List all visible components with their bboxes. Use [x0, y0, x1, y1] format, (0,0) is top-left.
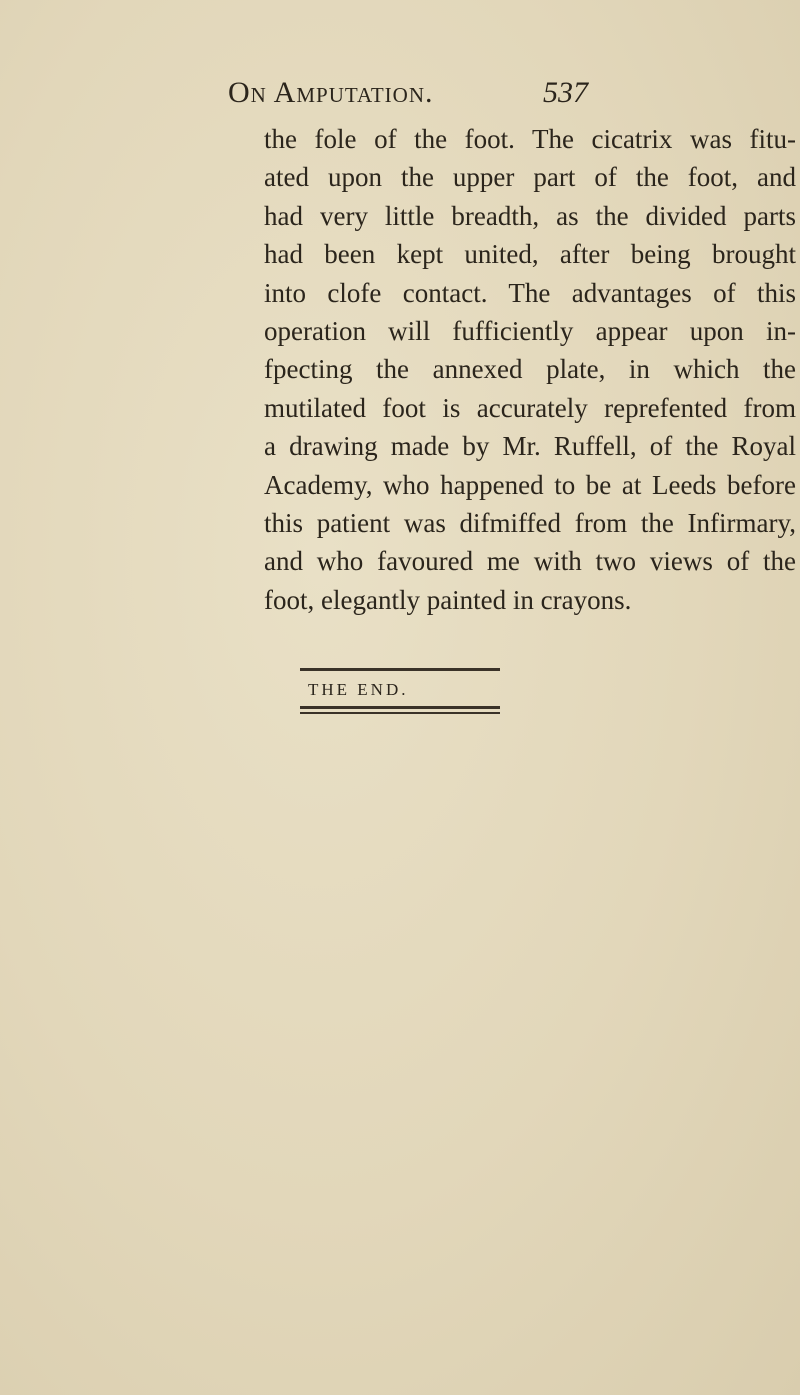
- text-line: ated upon the upper part of the foot, and: [264, 162, 796, 193]
- text-line: foot, elegantly painted in crayons.: [264, 584, 632, 615]
- text-line: this patient was difmiffed from the Infirmary,: [264, 507, 796, 538]
- text-line: mutilated foot is accurately reprefented from: [264, 392, 796, 423]
- page-number: 537: [543, 76, 588, 109]
- page-header: [228, 76, 598, 116]
- running-title: On Amputation.: [228, 76, 434, 109]
- text-line: into clofe contact. The advantages of this: [264, 277, 796, 308]
- bottom-rule-thin: [300, 712, 500, 714]
- body-paragraph: [264, 120, 796, 619]
- text-line: a drawing made by Mr. Ruffell, of the Royal: [264, 431, 796, 462]
- text-line: had very little breadth, as the divided parts: [264, 200, 796, 231]
- end-block: [300, 668, 500, 714]
- bottom-rule: [300, 706, 500, 709]
- top-rule: [300, 668, 500, 671]
- text-line: fpecting the annexed plate, in which the: [264, 354, 796, 385]
- text-line: had been kept united, after being brought: [264, 239, 796, 270]
- text-line: the fole of the foot. The cicatrix was fitu-: [264, 124, 796, 154]
- text-line: and who favoured me with two views of the: [264, 546, 796, 577]
- text-line: Academy, who happened to be at Leeds before: [264, 469, 796, 500]
- text-line: operation will fufficiently appear upon in-: [264, 315, 796, 346]
- the-end-label: THE END.: [308, 680, 409, 699]
